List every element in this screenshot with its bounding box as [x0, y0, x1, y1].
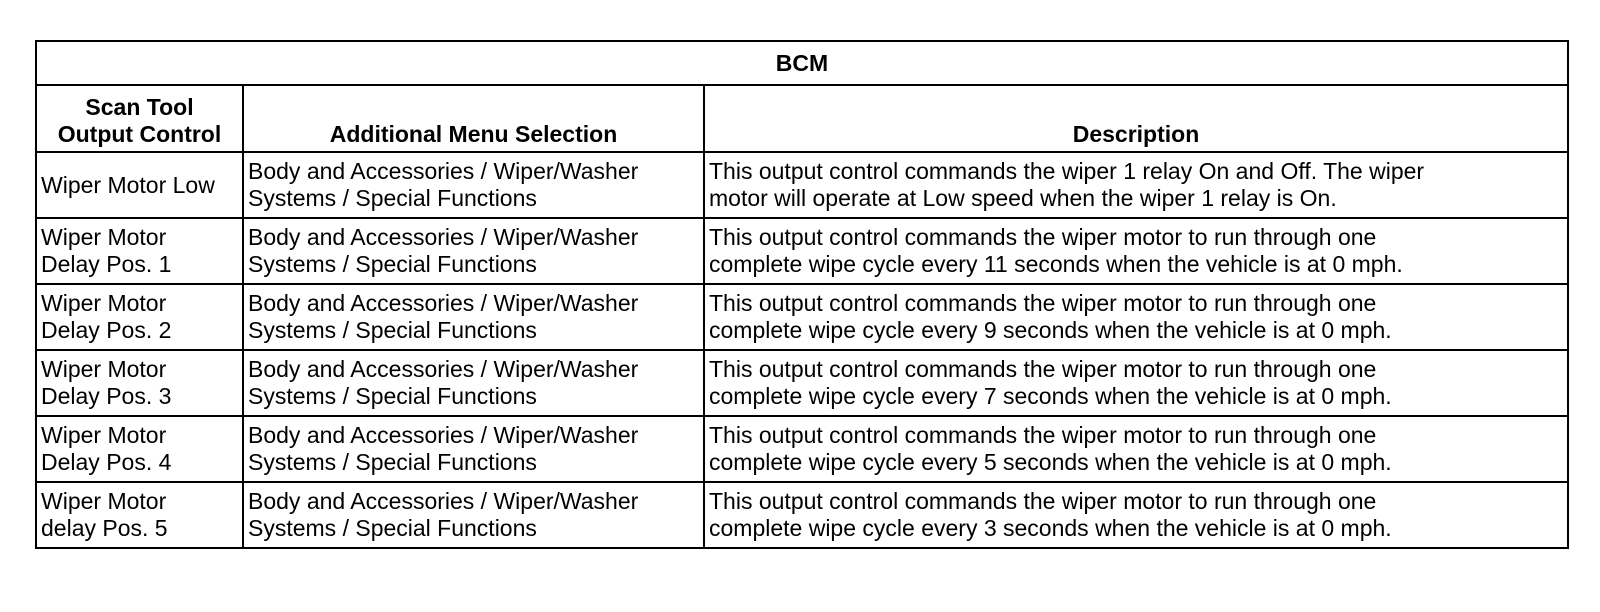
- cell-text-line: Delay Pos. 2: [41, 317, 172, 343]
- header-scan-tool-output-control: [36, 85, 243, 152]
- header-additional-menu-selection: Additional Menu Selection: [243, 85, 704, 152]
- cell-text-line: Body and Accessories / Wiper/Washer: [248, 290, 639, 316]
- cell-text-line: Systems / Special Functions: [248, 317, 537, 343]
- cell-text-line: complete wipe cycle every 9 seconds when the vehicle is at 0 mph.: [709, 317, 1392, 343]
- table-row: [36, 350, 1568, 416]
- cell-text-line: Wiper Motor: [41, 422, 167, 448]
- table-row: [36, 482, 1568, 548]
- cell-text-line: delay Pos. 5: [41, 515, 168, 541]
- cell-text-line: Wiper Motor: [41, 488, 167, 514]
- output-control-cell: [36, 152, 243, 218]
- cell-text-line: Body and Accessories / Wiper/Washer: [248, 488, 639, 514]
- cell-text-line: Delay Pos. 1: [41, 251, 172, 277]
- cell-text-line: Systems / Special Functions: [248, 383, 537, 409]
- cell-text-line: Body and Accessories / Wiper/Washer: [248, 158, 639, 184]
- description-cell: [704, 350, 1568, 416]
- table-row: [36, 416, 1568, 482]
- cell-text-line: This output control commands the wiper motor to run through one: [709, 488, 1377, 514]
- table-header-row: [36, 85, 1568, 152]
- header-line: Output Control: [57, 121, 222, 147]
- output-control-cell: [36, 482, 243, 548]
- cell-text-line: Wiper Motor Low: [41, 171, 215, 198]
- cell-text-line: This output control commands the wiper motor to run through one: [709, 224, 1377, 250]
- cell-text-line: This output control commands the wiper motor to run through one: [709, 422, 1377, 448]
- cell-text-line: complete wipe cycle every 3 seconds when the vehicle is at 0 mph.: [709, 515, 1392, 541]
- cell-text-line: complete wipe cycle every 11 seconds when the vehicle is at 0 mph.: [709, 251, 1403, 277]
- description-cell: [704, 482, 1568, 548]
- cell-text-line: complete wipe cycle every 7 seconds when the vehicle is at 0 mph.: [709, 383, 1392, 409]
- table-body: [36, 152, 1568, 548]
- menu-selection-cell: [243, 152, 704, 218]
- description-cell: [704, 218, 1568, 284]
- description-cell: [704, 284, 1568, 350]
- description-cell: [704, 416, 1568, 482]
- cell-text-line: This output control commands the wiper motor to run through one: [709, 356, 1377, 382]
- table-row: [36, 152, 1568, 218]
- menu-selection-cell: [243, 416, 704, 482]
- menu-selection-cell: [243, 350, 704, 416]
- cell-text-line: Systems / Special Functions: [248, 515, 537, 541]
- cell-text-line: Body and Accessories / Wiper/Washer: [248, 224, 639, 250]
- cell-text-line: Systems / Special Functions: [248, 251, 537, 277]
- table-title: BCM: [36, 41, 1568, 85]
- table-title-row: [36, 41, 1568, 85]
- cell-text-line: Systems / Special Functions: [248, 185, 537, 211]
- cell-text-line: Delay Pos. 3: [41, 383, 172, 409]
- cell-text-line: Delay Pos. 4: [41, 449, 172, 475]
- output-control-cell: [36, 350, 243, 416]
- menu-selection-cell: [243, 218, 704, 284]
- cell-text-line: complete wipe cycle every 5 seconds when the vehicle is at 0 mph.: [709, 449, 1392, 475]
- cell-text-line: Body and Accessories / Wiper/Washer: [248, 422, 639, 448]
- cell-text-line: Systems / Special Functions: [248, 449, 537, 475]
- cell-text-line: motor will operate at Low speed when the wiper 1 relay is On.: [709, 185, 1337, 211]
- output-control-cell: [36, 218, 243, 284]
- table-row: [36, 284, 1568, 350]
- header-description: Description: [704, 85, 1568, 152]
- cell-text-line: Wiper Motor: [41, 224, 167, 250]
- cell-text-line: Wiper Motor: [41, 356, 167, 382]
- menu-selection-cell: [243, 284, 704, 350]
- cell-text-line: This output control commands the wiper 1 relay On and Off. The wiper: [709, 158, 1425, 184]
- cell-text-line: Body and Accessories / Wiper/Washer: [248, 356, 639, 382]
- table-row: [36, 218, 1568, 284]
- header-line: Scan Tool: [85, 94, 194, 120]
- output-control-cell: [36, 284, 243, 350]
- output-control-cell: [36, 416, 243, 482]
- cell-text-line: Wiper Motor: [41, 290, 167, 316]
- bcm-output-control-table: [35, 40, 1569, 549]
- cell-text-line: This output control commands the wiper motor to run through one: [709, 290, 1377, 316]
- description-cell: [704, 152, 1568, 218]
- menu-selection-cell: [243, 482, 704, 548]
